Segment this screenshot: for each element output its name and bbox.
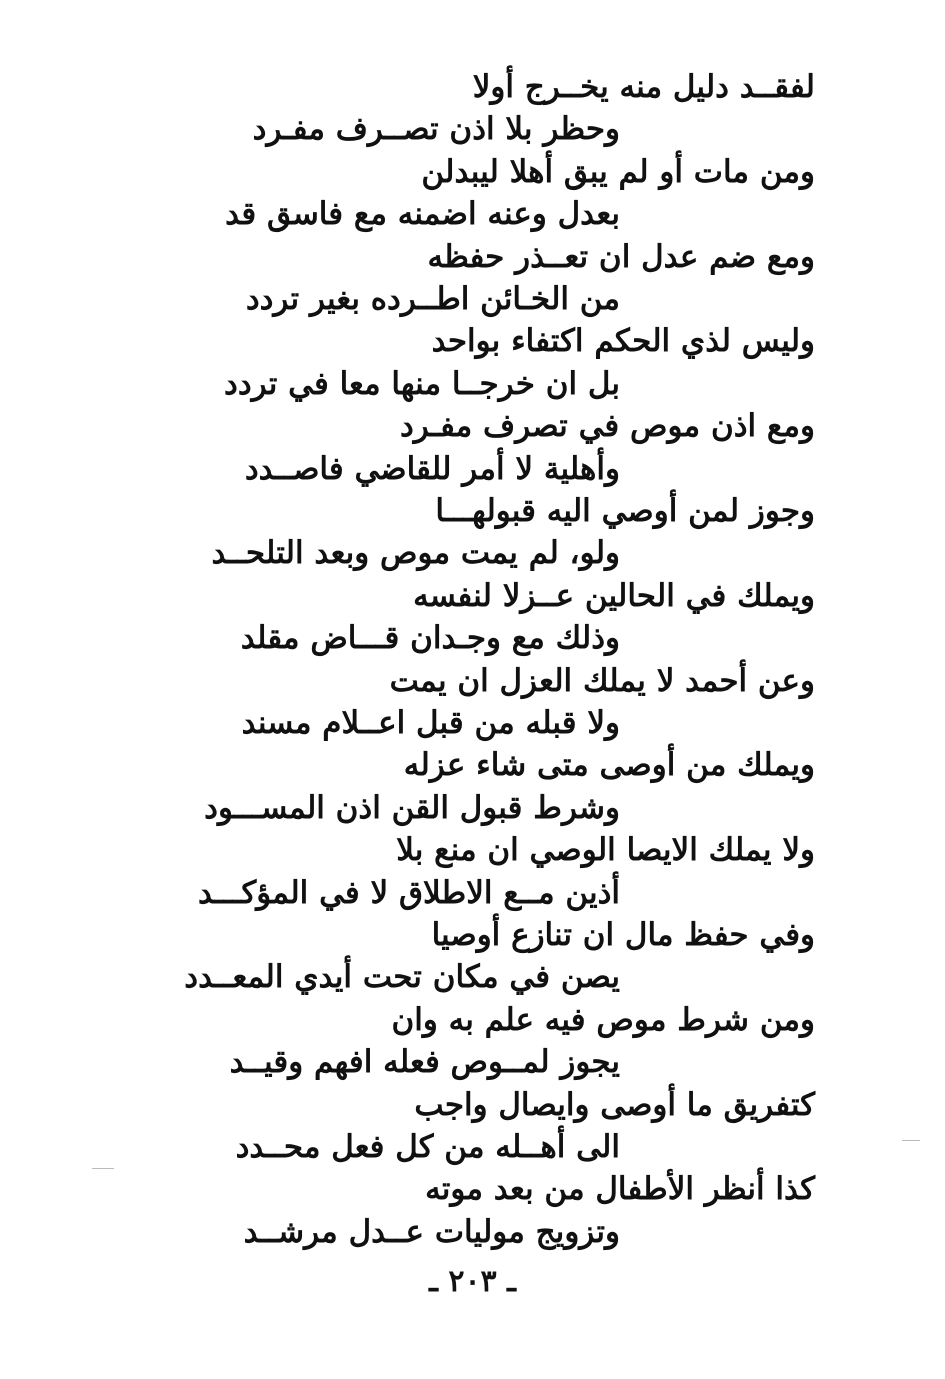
poem-line: كتفريق ما أوصى وايصال واجب: [414, 1087, 815, 1123]
scan-speck: [902, 1140, 920, 1141]
poem-line: ومن شرط موص فيه علم به وان: [391, 1002, 815, 1038]
poem-line: وجوز لمن أوصي اليه قبولهـــا: [435, 493, 815, 529]
poem-line: وليس لذي الحكم اكتفاء بواحد: [431, 323, 815, 359]
poem-line: وعن أحمد لا يملك العزل ان يمت: [389, 663, 815, 699]
poem-line: ويملك من أوصى متى شاء عزله: [403, 747, 815, 783]
poem-line: ولا يملك الايصا الوصي ان منع بلا: [396, 832, 815, 868]
poem-line: وأهلية لا أمر للقاضي فاصــدد: [244, 451, 620, 487]
poem-line: وحظر بلا اذن تصــرف مفـرد: [252, 111, 620, 147]
poem-line: وفي حفظ مال ان تنازع أوصيا: [431, 917, 815, 953]
poem-line: وتزويج موليات عــدل مرشــد: [243, 1214, 620, 1250]
scan-speck: [92, 1168, 114, 1169]
poem-line: يجوز لمــوص فعله افهم وقيــد: [229, 1044, 620, 1080]
poem-line: وشرط قبول القن اذن المســـود: [204, 790, 620, 826]
poem-line: ولا قبله من قبل اعــلام مسند: [241, 705, 620, 741]
poem-line: يصن في مكان تحت أيدي المعــدد: [184, 959, 620, 995]
poem-line: من الخـائن اطــرده بغير تردد: [245, 281, 620, 317]
poem-line: ومع اذن موص في تصرف مفـرد: [399, 408, 815, 444]
poem-line: ومن مات أو لم يبق أهلا ليبدلن: [421, 154, 815, 190]
poem-line: بعدل وعنه اضمنه مع فاسق قد: [225, 196, 620, 232]
poem-line: لفقــد دليل منه يخــرج أولا: [472, 69, 815, 105]
poem-line: أذين مــع الاطلاق لا في المؤكـــد: [198, 875, 620, 911]
poem-line: ويملك في الحالين عــزلا لنفسه: [413, 578, 815, 614]
poem-line: كذا أنظر الأطفال من بعد موته: [425, 1171, 815, 1207]
poem-line: بل ان خرجــا منها معا في تردد: [224, 366, 620, 402]
poem-line: ولو، لم يمت موص وبعد التلحــد: [211, 535, 620, 571]
poem-line: وذلك مع وجـدان قـــاض مقلد: [240, 620, 620, 656]
poem-line: الى أهــله من كل فعل محــدد: [235, 1129, 620, 1165]
poem-line: ومع ضم عدل ان تعــذر حفظه: [427, 239, 815, 275]
page-number: ـ ٢٠٣ ـ: [429, 1264, 516, 1299]
